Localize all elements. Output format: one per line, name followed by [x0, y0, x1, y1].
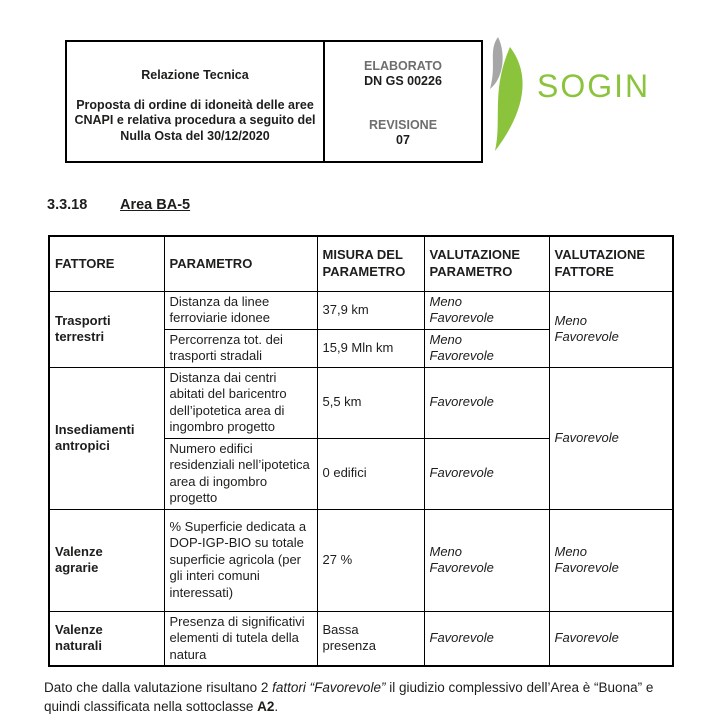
sogin-flame-icon: [480, 33, 534, 159]
elaborato-label: ELABORATO: [363, 59, 442, 73]
parameter-rating-cell: Meno Favorevole: [424, 291, 549, 329]
parameter-rating-cell: Favorevole: [424, 367, 549, 438]
factor-cell: Valenze agrarie: [49, 509, 164, 611]
parameter-cell: % Superficie dedicata a DOP-IGP-BIO su totale superficie agricola (per gli interi comuni interessati): [164, 509, 317, 611]
factor-rating-cell: Favorevole: [549, 611, 673, 666]
column-header-fattore: FATTORE: [49, 236, 164, 291]
table-row: [49, 509, 673, 611]
parameter-rating-cell: Meno Favorevole: [424, 329, 549, 367]
parameter-rating-cell: Favorevole: [424, 611, 549, 666]
measure-cell: Bassa presenza: [317, 611, 424, 666]
parameter-cell: Percorrenza tot. dei trasporti stradali: [164, 329, 317, 367]
evaluation-table: [48, 235, 674, 667]
parameter-cell: Numero edifici residenziali nell’ipotetica area di ingombro progetto: [164, 438, 317, 509]
table-row: [49, 611, 673, 666]
doc-type: Relazione Tecnica: [141, 68, 249, 82]
table-row: [49, 367, 673, 438]
section-title: Area BA-5: [120, 197, 191, 213]
parameter-rating-cell: Meno Favorevole: [424, 509, 549, 611]
parameter-cell: Distanza da linee ferroviarie idonee: [164, 291, 317, 329]
measure-cell: 27 %: [317, 509, 424, 611]
elaborato-value: DN GS 00226: [364, 74, 442, 88]
parameter-rating-cell: Favorevole: [424, 438, 549, 509]
summary-text: Dato che dalla valutazione risultano 2: [44, 679, 273, 695]
factor-rating-cell: Meno Favorevole: [549, 509, 673, 611]
sogin-logo: [480, 33, 650, 159]
measure-cell: 15,9 Mln km: [317, 329, 424, 367]
summary-text: il giudizio complessivo dell’Area è “Buona” e quindi classificata nella sottoclasse: [44, 679, 654, 714]
revisione-value: 07: [396, 133, 410, 147]
sogin-logo-text: SOGIN: [537, 68, 651, 104]
factor-rating-cell: Meno Favorevole: [549, 291, 673, 367]
measure-cell: 37,9 km: [317, 291, 424, 329]
parameter-cell: Presenza di significativi elementi di tutela della natura: [164, 611, 317, 666]
column-header-valutazione-fattore: VALUTAZIONE FATTORE: [549, 236, 673, 291]
title-block-right-cell: [325, 42, 481, 161]
table-row: [49, 291, 673, 329]
section-heading: [47, 197, 190, 213]
column-header-parametro: PARAMETRO: [164, 236, 317, 291]
summary-text-italic: fattori “Favorevole”: [272, 679, 386, 695]
section-number: 3.3.18: [47, 197, 88, 213]
table-header-row: [49, 236, 673, 291]
title-block-left-cell: [67, 42, 325, 161]
factor-cell: Valenze naturali: [49, 611, 164, 666]
factor-rating-cell: Favorevole: [549, 367, 673, 509]
revisione-label: REVISIONE: [368, 118, 438, 132]
parameter-cell: Distanza dai centri abitati del baricentro dell’ipotetica area di ingombro progetto: [164, 367, 317, 438]
column-header-valutazione-parametro: VALUTAZIONE PARAMETRO: [424, 236, 549, 291]
column-header-misura: MISURA DEL PARAMETRO: [317, 236, 424, 291]
title-block: [65, 40, 483, 163]
summary-subclass-value: A2: [257, 698, 275, 714]
summary-text: .: [274, 698, 279, 714]
measure-cell: 0 edifici: [317, 438, 424, 509]
factor-cell: Insediamenti antropici: [49, 367, 164, 509]
factor-cell: Trasporti terrestri: [49, 291, 164, 367]
summary-paragraph: [44, 678, 662, 716]
doc-title: Proposta di ordine di idoneità delle aree CNAPI e relativa procedura a seguito del Nulla Osta del 30/12/2020: [74, 97, 316, 143]
measure-cell: 5,5 km: [317, 367, 424, 438]
